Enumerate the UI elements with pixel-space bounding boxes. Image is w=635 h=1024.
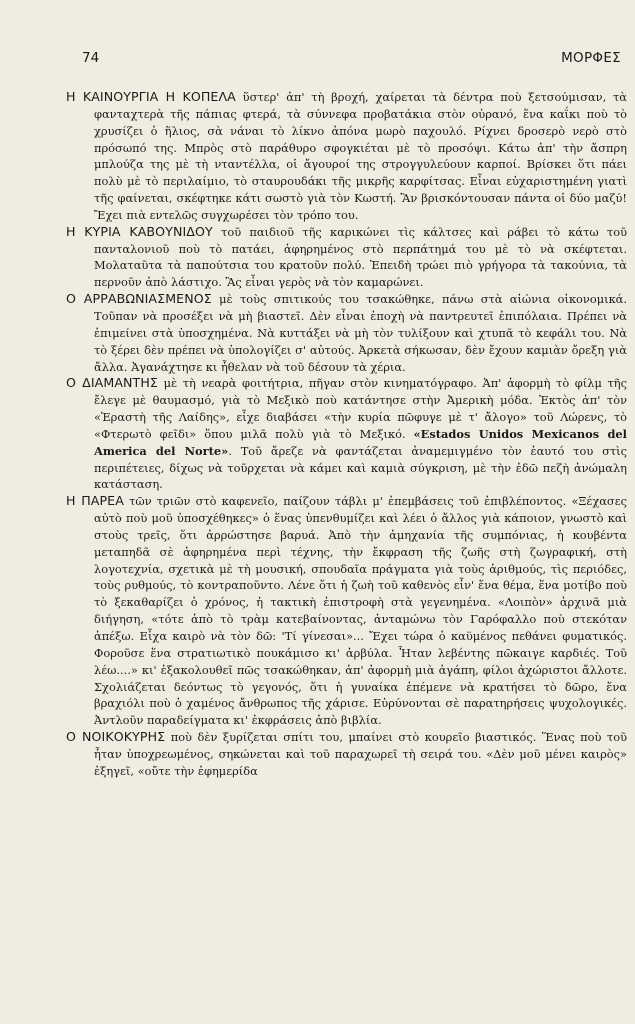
running-title: ΜΟΡΦΕΣ (561, 50, 621, 66)
paragraph-lead: Ο ΔΙΑΜΑΝΤΗΣ (66, 375, 158, 391)
paragraph-text: μὲ τοὺς σπιτικούς του τσακώθηκε, πάνω στὰ αἰώνια οἰκονομικά. Τοῦπαν νὰ προσέξει νὰ μὴ βιαστεῖ. Δὲν εἶναι ἐποχὴ νὰ παντρευτεῖ ἐπιπόλαια. Πρέπει νὰ ἐπιμείνει στὰ ὑποσχημένα. Νὰ κυττάξει νὰ μὴ τὸν τυλίξουν καὶ χτυπᾶ τὸ κεφάλι του. Νὰ τὸ ξέρει δὲν πρέπει νὰ ὑπολογίζει σ' αὐτούς. Ἀρκετὰ σήκωσαν, δὲν ἔχουν καμιὰν ὄρεξη γιὰ ἄλλα. Ἀγανάχτησε κι ἦθελαν νὰ τοῦ δέσουν τὰ χέρια. (94, 292, 627, 374)
paragraph-text: ποὺ δὲν ξυρίζεται σπίτι του, μπαίνει στὸ κουρεῖο βιαστικός. Ἕνας ποὺ τοῦ ἦταν ὑποχρεωμένος, σηκώνεται καὶ τοῦ παραχωρεῖ τὴ σειρά του. «Δὲν μοῦ μένει καιρὸς» ἐξηγεῖ, «οὔτε τὴν ἐφημερίδα (94, 730, 628, 778)
paragraph-arravoniasmenos (66, 291, 627, 375)
paragraph-text: ὕστερ' ἀπ' τὴ βροχή, χαίρεται τὰ δέντρα ποὺ ξετσούμισαν, τὰ φανταχτερὰ τῆς πάπιας φτερά, τὰ σύννεφα προβατάκια στὸν οὐρανό, ἕνα καΐκι ποὺ τὸ χρυσίζει ὁ ἥλιος, σὰ νάναι τὸ λίκνο ἀπόνα μωρὸ παχουλό. Ρίχνει δροσερὸ νερὸ στὸ πρόσωπό της. Μπρὸς στὸ παράθυρο σφογκιέται μὲ τὸ προσόψι. Κάτω ἀπ' τὴν ἄσπρη μπλούζα της μὲ τὴ νταντέλλα, οἱ ἄγουροί της στρογγυλεύουν καρποί. Βρίσκει ὅτι πάει πολὺ μὲ τὸ περιλαίμιο, τὸ σταυρουδάκι τῆς μικρῆς καρφίτσας. Εἶναι εὐχαριστημένη γιατὶ τῆς φαίνεται, σκέφτηκε κάτι σωστὸ γιὰ τὸν Κωστή. Ἂν βρισκόντουσαν πάντα οἱ δύο μαζύ! Ἔχει πιὰ εντελῶς συγχωρέσει τὸν τρόπο του. (94, 90, 627, 222)
paragraph-text: μὲ τὴ νεαρὰ φοιτήτρια, πῆγαν στὸν κινηματόγραφο. Ἀπ' ἀφορμὴ τὸ φίλμ τῆς ἔλεγε μὲ θαυμασμό, γιὰ τὸ Μεξικὸ ποὺ κατάντησε στὴν Ἀμερικὴ μόδα. Ἐκτὸς ἀπ' τὸν «Ἐραστὴ τῆς Λαίδης», εἶχε διαβάσει «τὴν κυρία πῶφυγε μὲ τ' ἄλογο» τοῦ Λώρενς, τὸ «Φτερωτὸ φεῖδι» ὅπου μιλᾶ πολὺ γιὰ τὸ Μεξικό. (94, 376, 627, 441)
page-header (82, 50, 621, 72)
paragraph-text: τοῦ παιδιοῦ τῆς καρικώνει τὶς κάλτσες καὶ ράβει τὸ κάτω τοῦ πανταλονιοῦ ποὺ τὸ πατάει, ἀφηρημένος στὸ περπάτημά του μὲ τὸ νὰ σκέφτεται. Μολαταῦτα τὰ παπούτσια του κρατοῦν πολύ. Ἐπειδὴ τρώει πιὸ γρήγορα τὰ τακούνια, τὰ περνοῦν ἀπὸ λάστιχο. Ἂς εἶναι γερὸς νὰ τὸν καμαρώνει. (94, 224, 627, 290)
paragraph-noikokyris (66, 729, 627, 780)
paragraph-parea (66, 493, 627, 729)
paragraph-kainourgia-kopela (66, 89, 627, 224)
paragraph-lead: Η ΠΑΡΕΑ (66, 493, 124, 509)
paragraph-tail: . Τοῦ ἄρεζε νὰ φαντάζεται ἀναμεμιγμένο τὸν ἑαυτό του στὶς περιπέτειες, δίχως νὰ τοῦρχεται νὰ κάμει καὶ καμιὰ σύγκριση, μὲ τὴν ἐδῶ πεζὴ ἀνώμαλη κατάσταση. (94, 443, 627, 492)
paragraph-lead: Ο ΑΡΡΑΒΩΝΙΑΣΜΕΝΟΣ (66, 291, 212, 307)
paragraph-lead: Ο ΝΟΙΚΟΚΥΡΗΣ (66, 729, 166, 745)
page-number: 74 (82, 50, 100, 66)
paragraph-diamantis (66, 375, 627, 493)
paragraph-text: τῶν τριῶν στὸ καφενεῖο, παίζουν τάβλι μ' ἐπεμβάσεις τοῦ ἐπιβλέποντος. «Ξέχασες αὐτὸ ποὺ μοῦ ὑποσχέθηκες» ὁ ἕνας ὑπενθυμίζει καὶ λέει ὁ ἄλλος γιὰ κάποιον, γνωστὸ καὶ στοὺς τρεῖς, ὅτι ἀρρώστησε βαρυά. Ἀπὸ τὴν ἀμηχανία τῆς συμπόνιας, ἡ κουβέντα μεταπηδᾶ σὲ ἀφηρημένα περὶ τέχνης, τὴν ἔκφραση τῆς ζωῆς στὴ ζωγραφική, στὴ λογοτεχνία, σχετικὰ μὲ τὴ μουσική, σπουδαῖα πράγματα γιὰ τοὺς ἀριθμούς, τὶς περιόδες, τοὺς ρυθμούς, τὸ κοντραποῦντο. Λένε ὅτι ἡ ζωὴ τοῦ καθενὸς εἶν' ἕνα θέμα, ἕνα μοτίβο ποὺ τὸ ξεκαθαρίζει ὁ χρόνος, ἡ τακτικὴ ἐπιστροφὴ στὰ γεγενημένα. «Λοιπὸν» ἀρχινᾶ μιὰ διήγηση, «τότε ἀπὸ τὸ τρὰμ κατεβαίνοντας, ἀνταμώνω τὸν Γαρόφαλλο ποὺ στεκόταν ἀπέξω. Εἶχα καιρὸ νὰ τὸν δῶ: 'Τί γίνεσαι»... Ἔχει τώρα ὁ καϋμένος πεθάνει φυματικός. Φοροῦσε ἕνα στρατιωτικὸ πουκάμισο κι' ἀρβύλα. Ἦταν λεβέντης πῶκαιγε καρδιές. Τοῦ λέω....» κι' ἐξακολουθεῖ πῶς τσακώθηκαν, ἀπ' ἀφορμὴ μιὰ ἀγάπη, φίλοι ἀχώριστοι ἄλλοτε. Σχολιάζεται δεόντως τὸ γεγονός, ὅτι ἡ γυναίκα ἐπέμενε νὰ κρατήσει τὸ δῶρο, ἕνα βραχιόλι ποὺ ὁ χαμένος ἄνθρωπος τῆς χάρισε. Εὐρύνονται σὲ παρατηρήσεις ψυχολογικές. Ἀντλοῦν παραδείγματα κι' ἐκφράσεις ἀπὸ βιβλία. (94, 494, 627, 728)
body-text (66, 89, 627, 780)
paragraph-lead: Η ΚΑΙΝΟΥΡΓΙΑ Η ΚΟΠΕΛΑ (66, 89, 236, 104)
paragraph-lead: Η ΚΥΡΙΑ ΚΑΒΟΥΝΙΔΟΥ (66, 223, 213, 239)
paragraph-kyria-kavounidou (66, 224, 627, 291)
paragraph-bold-quote: «Estados Unidos Mexicanos del America del Norte» (94, 426, 627, 458)
